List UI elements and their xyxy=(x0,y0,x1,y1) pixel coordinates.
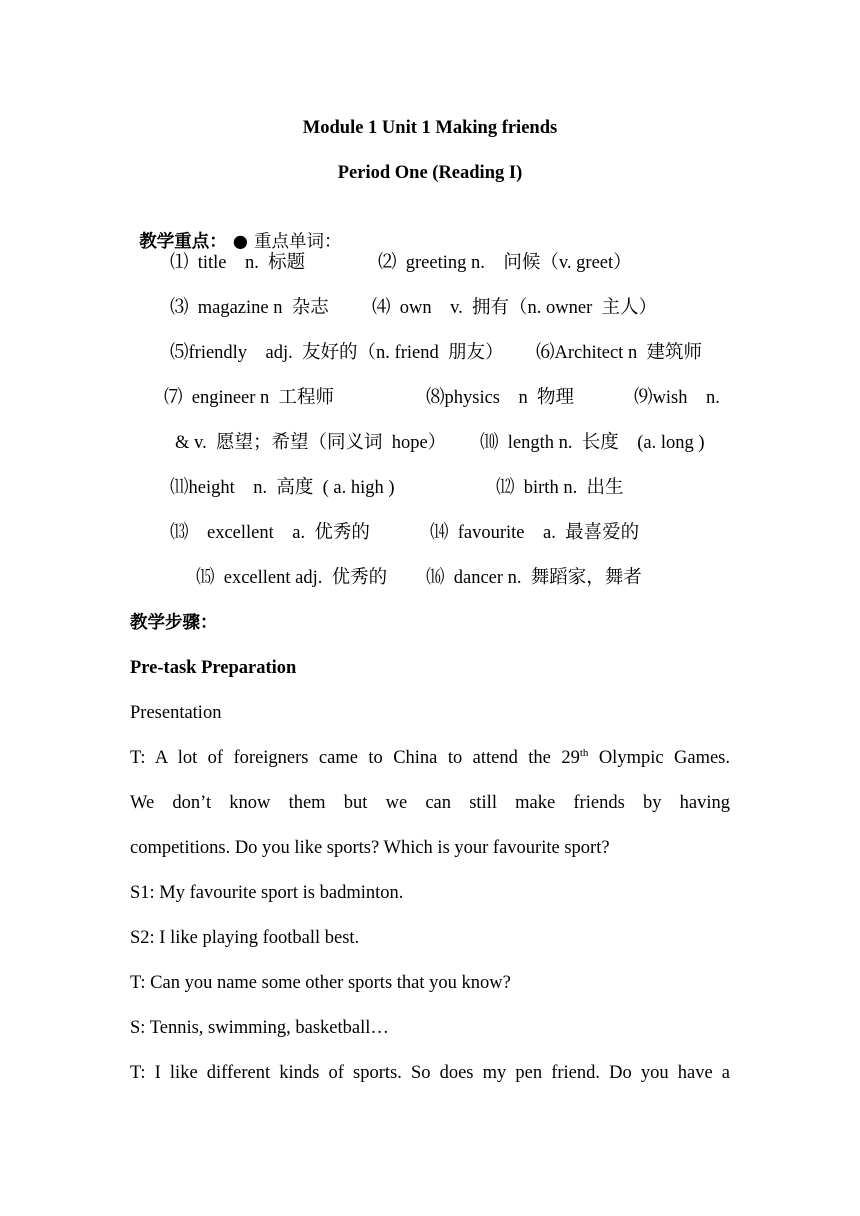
vocab-item-13: ⒀ excellent a. 优秀的 xyxy=(170,523,370,543)
vocab-item-2: ⑵ greeting n. 问候（v. greet） xyxy=(378,253,632,273)
dialogue-teacher-1-line-3: competitions. Do you like sports? Which is your favourite sport? xyxy=(130,838,610,858)
vocab-item-10: ⑽ length n. 长度 (a. long ) xyxy=(480,433,705,453)
vocab-item-6: ⑹Architect n 建筑师 xyxy=(536,343,702,363)
section-heading: Pre-task Preparation xyxy=(130,658,297,678)
vocab-item-16: ⒃ dancer n. 舞蹈家，舞者 xyxy=(426,568,642,588)
vocab-item-14: ⒁ favourite a. 最喜爱的 xyxy=(430,523,640,543)
vocab-item-15: ⒂ excellent adj. 优秀的 xyxy=(196,568,388,588)
vocab-item-9-continued: & v. 愿望；希望（同义词 hope） xyxy=(175,433,447,453)
teaching-steps-label: 教学步骤： xyxy=(130,613,218,633)
dialogue-teacher-2: T: Can you name some other sports that you know? xyxy=(130,973,511,993)
vocab-item-1: ⑴ title n. 标题 xyxy=(170,253,306,273)
presentation-label: Presentation xyxy=(130,703,222,723)
vocab-item-7: ⑺ engineer n 工程师 xyxy=(164,388,335,408)
vocab-item-9: ⑼wish n. xyxy=(634,388,720,408)
dialogue-student-1: S1: My favourite sport is badminton. xyxy=(130,883,404,903)
bullet-icon: ● xyxy=(232,232,249,252)
document-title: Module 1 Unit 1 Making friends xyxy=(302,118,558,138)
vocab-item-8: ⑻physics n 物理 xyxy=(426,388,575,408)
focus-label: 教学重点： xyxy=(139,232,227,252)
dialogue-student-2: S2: I like playing football best. xyxy=(130,928,360,948)
focus-sublabel: 重点单词： xyxy=(254,232,342,252)
dialogue-teacher-1-line-1: T: A lot of foreigners came to China to attend the 29th Olympic Games. xyxy=(130,746,730,768)
dialogue-student-3: S: Tennis, swimming, basketball… xyxy=(130,1018,389,1038)
vocab-item-4: ⑷ own v. 拥有（n. owner 主人） xyxy=(372,298,658,318)
dialogue-teacher-1-line-2: We don’t know them but we can still make friends by having xyxy=(130,793,730,813)
vocab-item-11: ⑾height n. 高度 ( a. high ) xyxy=(170,478,395,498)
vocab-item-12: ⑿ birth n. 出生 xyxy=(496,478,624,498)
vocab-item-3: ⑶ magazine n 杂志 xyxy=(170,298,329,318)
period-subtitle: Period One (Reading I) xyxy=(337,163,523,183)
vocab-item-5: ⑸friendly adj. 友好的（n. friend 朋友） xyxy=(170,343,504,363)
teaching-focus xyxy=(130,206,342,254)
dialogue-teacher-3: T: I like different kinds of sports. So does my pen friend. Do you have a xyxy=(130,1063,730,1083)
